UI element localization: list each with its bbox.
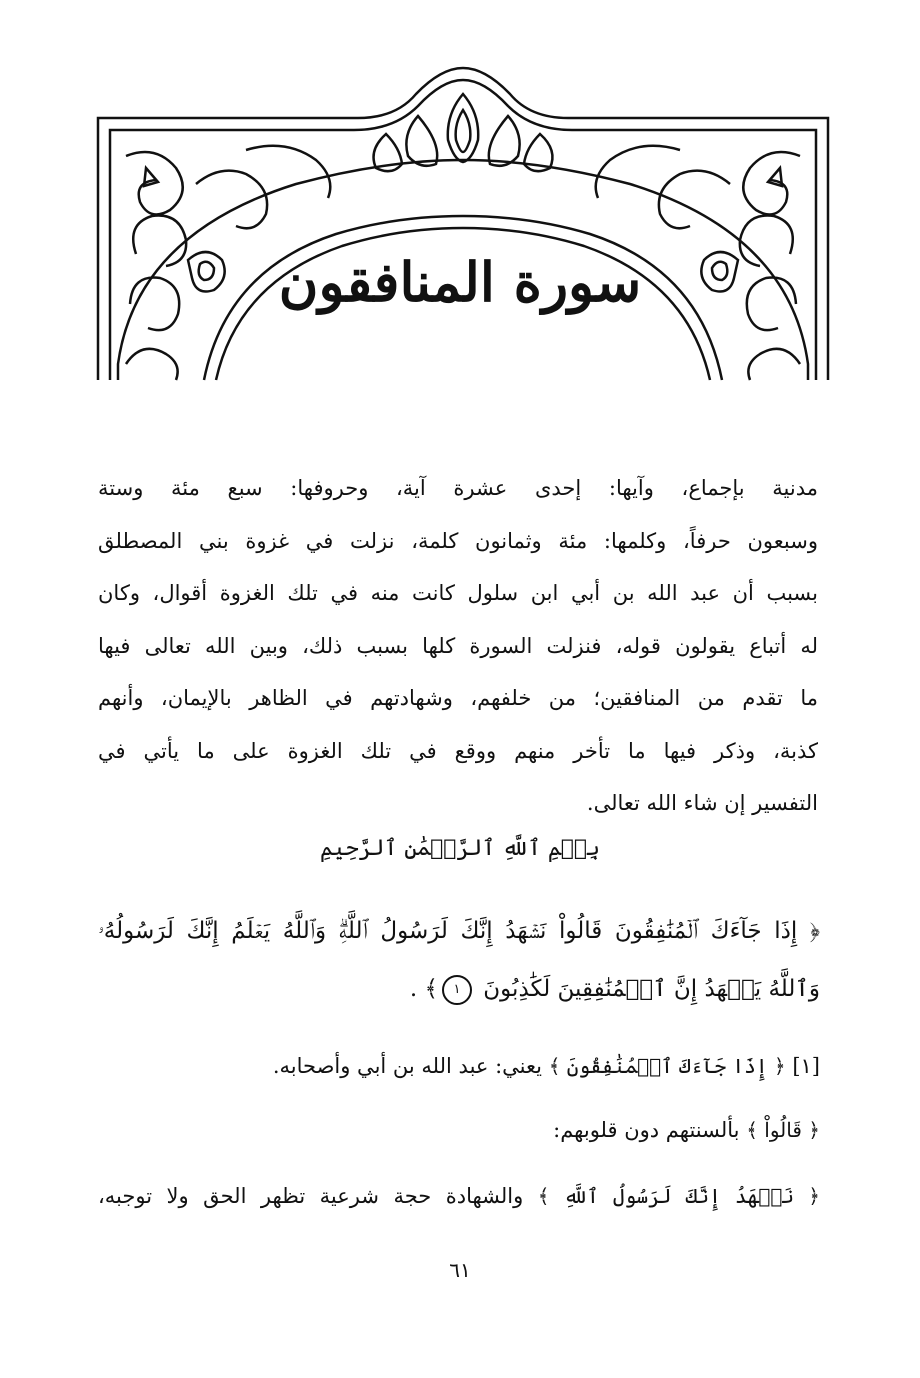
ayah-number-marker: ١ <box>442 975 472 1005</box>
verse-line <box>98 960 820 1018</box>
basmala: بِسۡمِ ٱللَّهِ ٱلرَّحۡمَٰنِ ٱلرَّحِيمِ <box>319 836 601 861</box>
commentary-line <box>98 1110 820 1150</box>
intro-line: كذبة، وذكر فيها ما تأخر منهم ووقع في تلك الغزوة على ما يأتي في <box>98 738 818 763</box>
surah-introduction <box>98 462 818 830</box>
intro-line: ما تقدم من المنافقين؛ من خلفهم، وشهادتهم في الظاهر بالإيمان، وأنهم <box>98 686 818 710</box>
quoted-verse: ﴿ قَالُواْ ﴾ <box>746 1118 820 1142</box>
intro-line: التفسير إن شاء الله تعالى. <box>586 791 818 815</box>
intro-line: وسبعون حرفاً، وكلمها: مئة وثمانون كلمة، نزلت في غزوة بني المصطلق <box>98 528 818 553</box>
commentary-line <box>98 1046 820 1086</box>
commentary-text: والشهادة حجة شرعية تظهر الحق ولا توجبه، <box>98 1184 524 1208</box>
verse-reference: [١] <box>792 1054 820 1078</box>
verse-line: ﴿ إِذَا جَآءَكَ ٱلۡمُنَٰفِقُونَ قَالُواْ نَشۡهَدُ إِنَّكَ لَرَسُولُ ٱللَّهِۗ وَٱللَّهُ يَعۡلَمُ إِنَّكَ لَرَسُولُهُۥ <box>98 918 820 944</box>
surah-title: سورة المنافقون <box>278 250 642 314</box>
quoted-verse: ﴿ نَشۡهَدُ إِنَّكَ لَرَسُولُ ٱللَّهِ ﴾ <box>537 1184 820 1208</box>
intro-line: له أتباع يقولون قوله، فنزلت السورة كلها بسبب ذلك، وبين الله تعالى فيها <box>98 633 818 658</box>
commentary-text: بألسنتهم دون قلوبهم: <box>553 1118 740 1142</box>
quran-verse <box>98 902 820 1018</box>
page-number: ٦١ <box>449 1258 471 1282</box>
ornamental-header-frame <box>96 64 830 382</box>
verse-text: وَٱللَّهُ يَشۡهَدُ إِنَّ ٱلۡمُنَٰفِقِينَ لَكَٰذِبُونَ <box>483 976 820 1002</box>
commentary-text: يعني: عبد الله بن أبي وأصحابه. <box>272 1054 542 1078</box>
quoted-verse: ﴿ إِذَا جَآءَكَ ٱلۡمُنَٰفِقُونَ ﴾ <box>548 1054 786 1078</box>
commentary-line <box>98 1176 820 1216</box>
intro-line: مدنية بإجماع، وآيها: إحدى عشرة آية، وحروفها: سبع مئة وستة <box>98 476 818 500</box>
verse-closing: ﴾ . <box>409 976 438 1002</box>
intro-line: بسبب أن عبد الله بن أبي ابن سلول كانت منه في تلك الغزوة أقوال، وكان <box>98 581 818 605</box>
